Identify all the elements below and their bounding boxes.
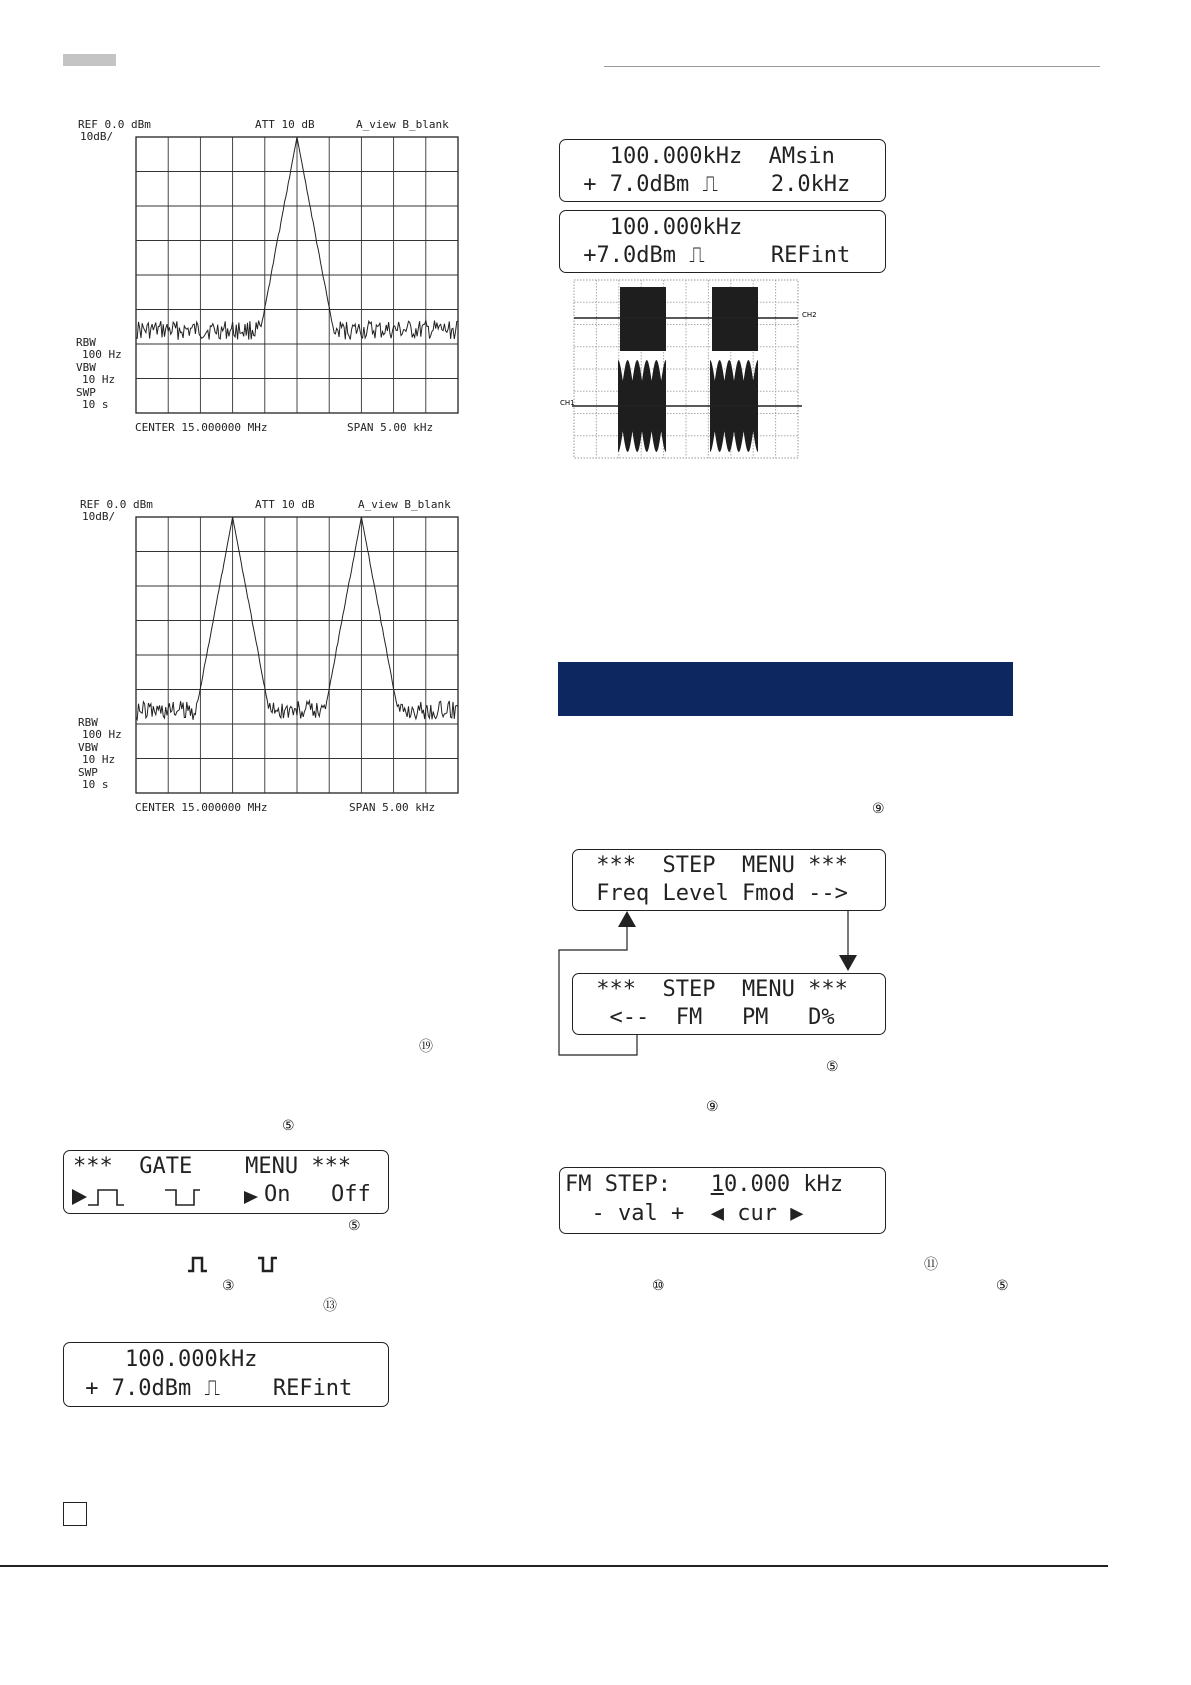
rbw-label: RBW bbox=[76, 336, 96, 349]
lcd-line-1: *** STEP MENU *** bbox=[583, 853, 848, 878]
header-rule bbox=[604, 66, 1100, 67]
pulse-positive-icon bbox=[88, 1190, 124, 1205]
section-banner bbox=[558, 662, 1013, 716]
lcd-line-1: 100.000kHz bbox=[72, 1347, 258, 1372]
lcd-line-1: *** STEP MENU *** bbox=[583, 977, 848, 1002]
lcd-am-display bbox=[559, 139, 886, 202]
marker-5: ⑤ bbox=[282, 1118, 295, 1134]
rbw-value: 100 Hz bbox=[82, 728, 122, 741]
lcd-step-menu-1 bbox=[572, 849, 886, 911]
ref-label: REF 0.0 dBm bbox=[78, 118, 151, 131]
oscilloscope-screen bbox=[558, 278, 820, 460]
pulse-positive-icon bbox=[188, 1258, 207, 1271]
ch2-burst-2 bbox=[712, 287, 758, 351]
marker-3: ③ bbox=[222, 1278, 235, 1294]
rbw-label: RBW bbox=[78, 716, 98, 729]
marker-9: ⑨ bbox=[706, 1099, 719, 1115]
pulse-negative-icon bbox=[165, 1190, 200, 1205]
lcd-gate-menu bbox=[63, 1150, 389, 1214]
marker-9: ⑨ bbox=[872, 801, 885, 817]
marker-5: ⑤ bbox=[996, 1278, 1009, 1294]
att-label: ATT 10 dB bbox=[255, 118, 315, 131]
forward-arrow-head bbox=[839, 955, 857, 971]
lcd-line-2: +7.0dBm ⎍ REFint bbox=[570, 243, 851, 268]
val-control: - val + bbox=[565, 1201, 711, 1226]
marker-5: ⑤ bbox=[826, 1059, 839, 1075]
arrow-right-icon: ▶ bbox=[790, 1201, 804, 1226]
vbw-label: VBW bbox=[76, 361, 96, 374]
vbw-value: 10 Hz bbox=[82, 373, 116, 386]
view-label: A_view B_blank bbox=[358, 498, 451, 511]
marker-5: ⑤ bbox=[348, 1218, 361, 1234]
ref-label: REF 0.0 dBm bbox=[80, 498, 153, 511]
ch2-burst-1 bbox=[620, 287, 666, 351]
gate-on-option: On bbox=[264, 1182, 291, 1207]
marker-13: ⑬ bbox=[323, 1298, 337, 1314]
marker-19: ⑲ bbox=[419, 1039, 433, 1055]
marker-11: ⑪ bbox=[924, 1257, 938, 1273]
lcd-line-2: Freq Level Fmod --> bbox=[583, 881, 848, 906]
lcd-line-1: *** GATE MENU *** bbox=[73, 1154, 352, 1179]
scope-grid bbox=[574, 280, 798, 458]
lcd-line-2 bbox=[565, 1201, 885, 1227]
rbw-value: 100 Hz bbox=[82, 348, 122, 361]
plot-grid bbox=[136, 137, 458, 413]
scale-label: 10dB/ bbox=[82, 510, 116, 523]
ch1-label: CH1 bbox=[560, 399, 575, 407]
center-label: CENTER 15.000000 MHz bbox=[135, 801, 268, 814]
fm-step-value: 0.000 kHz bbox=[723, 1172, 844, 1197]
swp-value: 10 s bbox=[82, 778, 109, 791]
span-label: SPAN 5.00 kHz bbox=[349, 801, 436, 814]
marker-10: ⑩ bbox=[652, 1278, 665, 1294]
lcd-line-2: <-- FM PM D% bbox=[583, 1005, 835, 1030]
step-menu-flow-arrows bbox=[555, 905, 895, 1060]
lcd-ref-display bbox=[559, 210, 886, 273]
att-label: ATT 10 dB bbox=[255, 498, 315, 511]
lcd-line-2: + 7.0dBm ⎍ 2.0kHz bbox=[570, 172, 851, 197]
spectrum-plot-2 bbox=[70, 495, 470, 825]
cursor-digit: 1 bbox=[710, 1172, 724, 1197]
arrow-right-icon bbox=[244, 1191, 258, 1204]
vbw-label: VBW bbox=[78, 741, 98, 754]
fm-step-label: FM STEP: bbox=[565, 1172, 711, 1197]
lcd-ref-display-left bbox=[63, 1342, 389, 1407]
lcd-line-1: 100.000kHz AMsin bbox=[570, 144, 835, 169]
plot-grid bbox=[136, 517, 458, 793]
scale-label: 10dB/ bbox=[80, 130, 114, 143]
center-label: CENTER 15.000000 MHz bbox=[135, 421, 268, 434]
select-arrow-icon bbox=[72, 1189, 87, 1205]
arrow-left-icon: ◀ bbox=[710, 1201, 724, 1226]
ch2-label: CH2 bbox=[802, 311, 817, 319]
header-tab bbox=[63, 54, 116, 66]
swp-value: 10 s bbox=[82, 398, 109, 411]
back-arrow-head bbox=[618, 911, 636, 927]
page-number-box bbox=[63, 1502, 87, 1526]
spectrum-plot-1 bbox=[70, 115, 470, 445]
bottom-rule bbox=[0, 1565, 1108, 1567]
pulse-symbols bbox=[188, 1256, 283, 1274]
vbw-value: 10 Hz bbox=[82, 753, 116, 766]
lcd-line-2: + 7.0dBm ⎍ REFint bbox=[72, 1376, 353, 1401]
lcd-fm-step bbox=[559, 1167, 886, 1234]
lcd-line-1 bbox=[565, 1172, 885, 1198]
view-label: A_view B_blank bbox=[356, 118, 449, 131]
pulse-negative-icon bbox=[258, 1258, 277, 1271]
gate-off-option: Off bbox=[331, 1182, 371, 1207]
cur-control: cur bbox=[723, 1201, 791, 1226]
span-label: SPAN 5.00 kHz bbox=[347, 421, 434, 434]
lcd-line-1: 100.000kHz bbox=[570, 215, 743, 240]
back-arrow-line bbox=[559, 927, 637, 1055]
swp-label: SWP bbox=[78, 766, 98, 779]
swp-label: SWP bbox=[76, 386, 96, 399]
